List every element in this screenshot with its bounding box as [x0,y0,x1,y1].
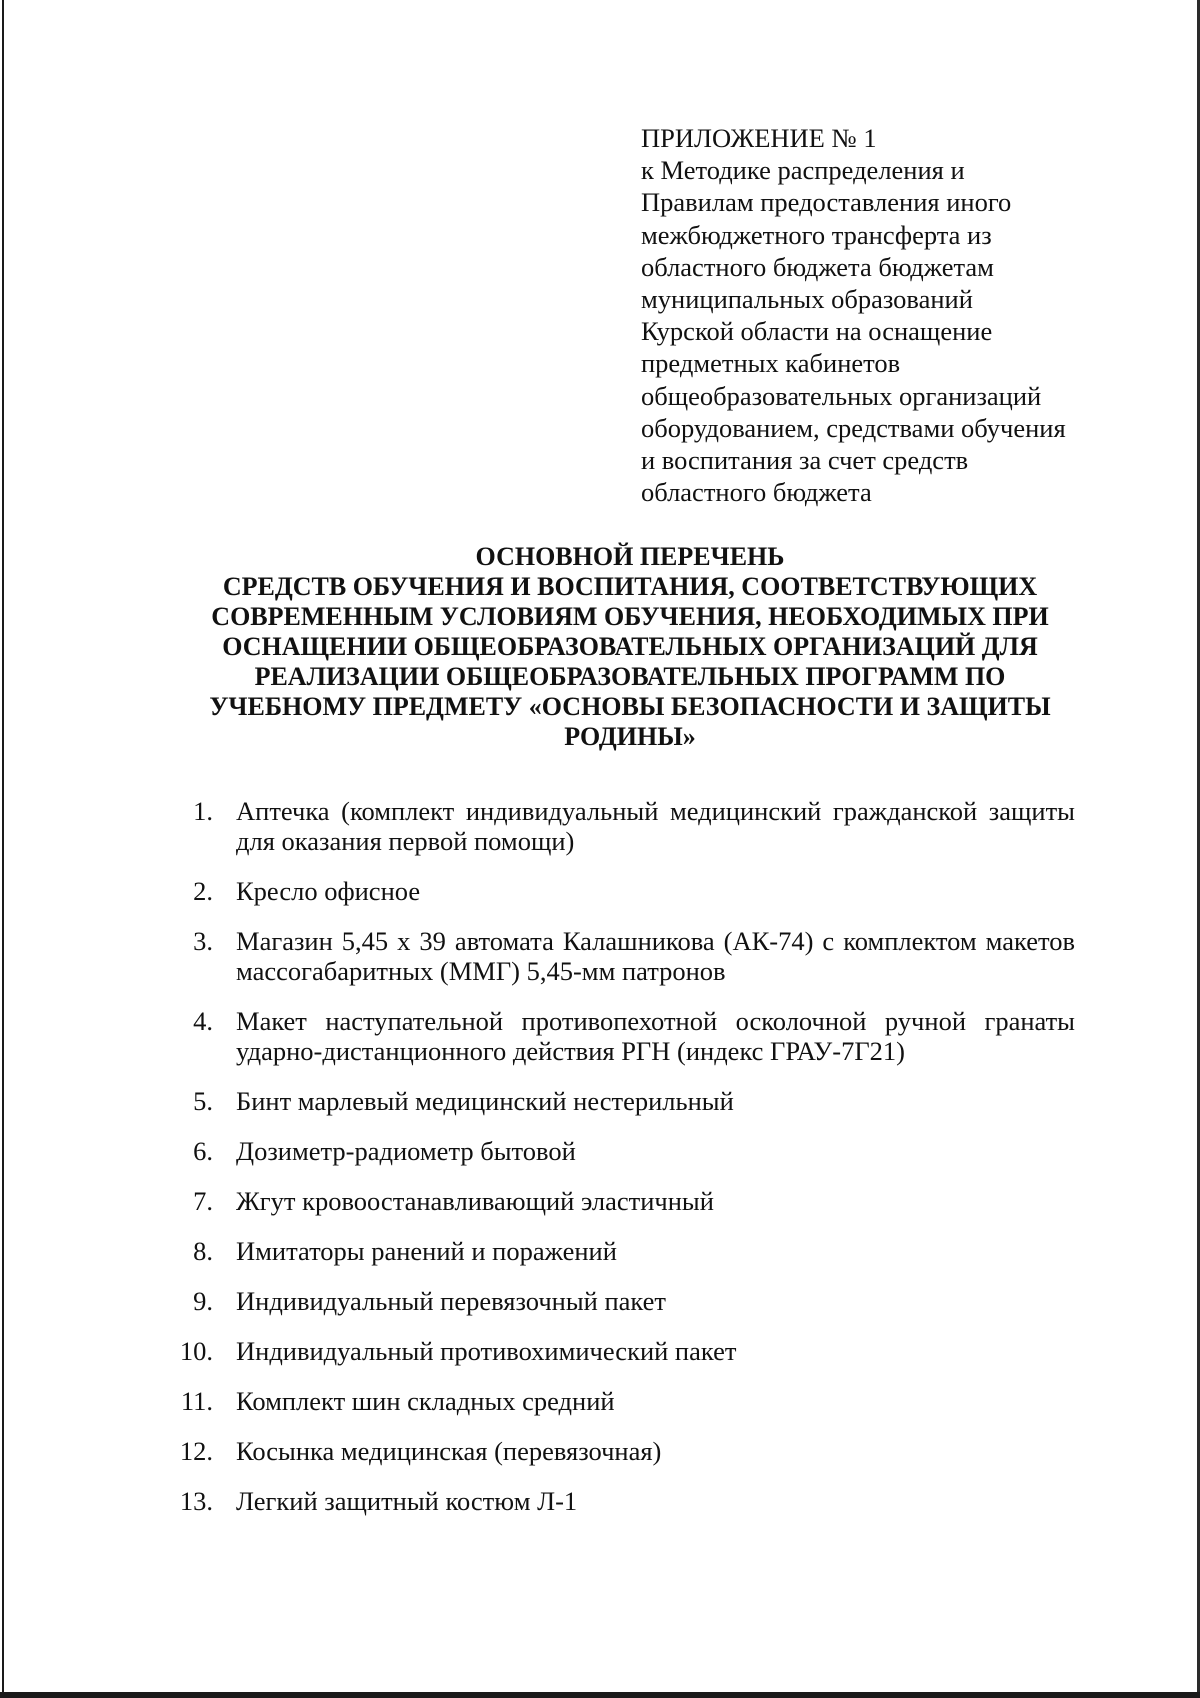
list-item-number: 7. [193,1186,213,1216]
list-item-number: 4. [193,1006,213,1036]
list-item-number: 3. [193,926,213,956]
list-item [175,1286,1075,1316]
list-item-text [236,1486,1075,1516]
list-item-text [236,1006,1075,1066]
appendix-line: общеобразовательных организаций [641,380,1042,411]
list-item-line: для оказания первой помощи) [236,826,575,856]
list-item-line: Магазин 5,45 х 39 автомата Калашникова (АК-74) с комплектом макетов [236,926,1075,956]
appendix-line: межбюджетного трансферта из [641,219,992,250]
list-item [175,796,1075,856]
list-item-number: 11. [180,1386,213,1416]
list-item-text [236,1286,1075,1316]
appendix-line: оборудованием, средствами обучения [641,412,1066,443]
list-item [175,876,1075,906]
list-item-number: 1. [193,796,213,826]
appendix-line: Курской области на оснащение [641,316,993,347]
list-item-line: Косынка медицинская (перевязочная) [236,1436,662,1466]
list-item [175,1336,1075,1366]
list-item-line: Кресло офисное [236,876,421,906]
list-item [175,1086,1075,1116]
list-item-number: 5. [193,1086,213,1116]
list-item-text [236,1086,1075,1116]
list-item-number: 6. [193,1136,213,1166]
list-item-line: Комплект шин складных средний [236,1386,615,1416]
list-item-line: Аптечка (комплект индивидуальный медицинский гражданской защиты [236,796,1075,826]
list-item-number: 10. [179,1336,213,1366]
list-item-text [236,1336,1075,1366]
list-item-text [236,926,1075,986]
list-item [175,1386,1075,1416]
appendix-title: ПРИЛОЖЕНИЕ № 1 [641,123,877,153]
list-item-line: Индивидуальный перевязочный пакет [236,1286,666,1316]
heading-line: РОДИНЫ» [564,722,696,751]
list-item-text [236,1186,1075,1216]
list-item [175,1006,1075,1066]
list-item-number: 8. [193,1236,213,1266]
list-item-number: 9. [193,1286,213,1316]
scan-border-bottom [0,1692,1200,1698]
heading-line: УЧЕБНОМУ ПРЕДМЕТУ «ОСНОВЫ БЕЗОПАСНОСТИ И ЗАЩИТЫ [209,692,1051,721]
list-item [175,1236,1075,1266]
appendix-line: областного бюджета бюджетам [641,251,994,282]
heading-line: ОСНОВНОЙ ПЕРЕЧЕНЬ [475,542,785,571]
list-item-text [236,876,1075,906]
list-item-text [236,1436,1075,1466]
list-item-line: Бинт марлевый медицинский нестерильный [236,1086,734,1116]
list-item-number: 12. [179,1436,213,1466]
list-item-text [236,1386,1075,1416]
list-item [175,1186,1075,1216]
heading-line: СОВРЕМЕННЫМ УСЛОВИЯМ ОБУЧЕНИЯ, НЕОБХОДИМЫХ ПРИ [211,602,1049,631]
list-item-line: ударно-дистанционного действия РГН (индекс ГРАУ-7Г21) [236,1036,906,1066]
appendix-line: Правилам предоставления иного [641,187,1012,218]
list-item-number: 2. [193,876,213,906]
list-item-line: Макет наступательной противопехотной осколочной ручной гранаты [236,1006,1075,1036]
list-item-line: Жгут кровоостанавливающий эластичный [236,1186,714,1216]
appendix-block [641,122,1101,508]
heading-line: СРЕДСТВ ОБУЧЕНИЯ И ВОСПИТАНИЯ, СООТВЕТСТВУЮЩИХ [222,572,1038,601]
list-item [175,1136,1075,1166]
list-item-text [236,1136,1075,1166]
list-item-text [236,796,1075,856]
appendix-line: муниципальных образований [641,284,973,315]
heading-line: РЕАЛИЗАЦИИ ОБЩЕОБРАЗОВАТЕЛЬНЫХ ПРОГРАММ ПО [254,662,1006,691]
list-item-line: массогабаритных (ММГ) 5,45-мм патронов [236,956,726,986]
appendix-line: и воспитания за счет средств [641,445,969,476]
list-item-line: Имитаторы ранений и поражений [236,1236,617,1266]
list-item [175,926,1075,986]
appendix-line: предметных кабинетов [641,348,901,379]
equipment-list [175,796,1075,1536]
list-item-line: Дозиметр-радиометр бытовой [236,1136,576,1166]
list-item [175,1486,1075,1516]
scan-border-left [2,0,4,1698]
list-item-number: 13. [179,1486,213,1516]
list-item-line: Индивидуальный противохимический пакет [236,1336,737,1366]
document-heading [180,542,1080,752]
list-item [175,1436,1075,1466]
heading-line: ОСНАЩЕНИИ ОБЩЕОБРАЗОВАТЕЛЬНЫХ ОРГАНИЗАЦИЙ ДЛЯ [222,632,1038,661]
appendix-line: областного бюджета [641,477,872,508]
list-item-text [236,1236,1075,1266]
appendix-line: к Методике распределения и [641,155,965,186]
list-item-line: Легкий защитный костюм Л-1 [236,1486,578,1516]
